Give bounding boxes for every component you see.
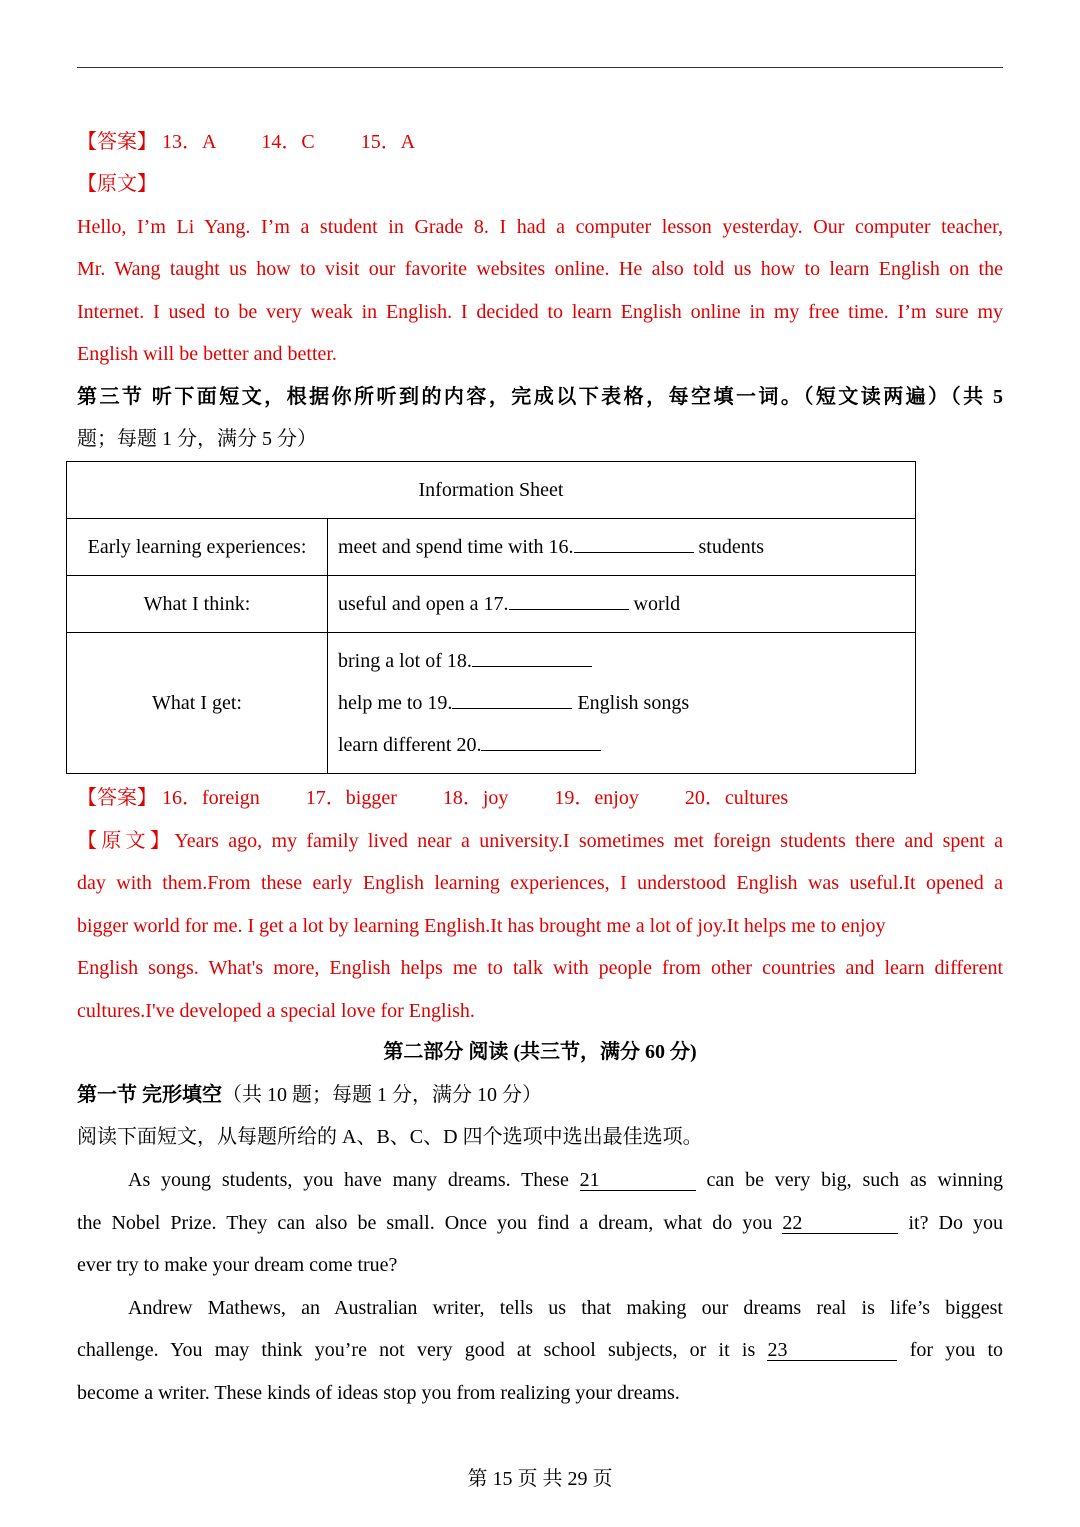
blank-19 xyxy=(452,708,572,709)
passage2-line: cultures.I've developed a special love for English. xyxy=(77,1000,475,1022)
blank-20 xyxy=(481,750,601,751)
passage1-line: Hello, I’m Li Yang. I’m a student in Grade 8. I had a computer lesson yesterday. Our computer teacher, xyxy=(77,216,1003,238)
table-row-content: useful and open a 17. world xyxy=(328,576,916,633)
header-rule xyxy=(77,67,1003,68)
answer-16: 16．foreign xyxy=(162,787,260,809)
answer-19: 19．enjoy xyxy=(554,787,639,809)
passage2-line: day with them.From these early English learning experiences, I understood English was useful.It opened a xyxy=(77,872,1003,894)
passage2-line: English songs. What's more, English helps me to talk with people from other countries and learn different xyxy=(77,957,1003,979)
answer-20: 20．cultures xyxy=(684,787,789,809)
answer-label: 【答案】 xyxy=(77,131,157,153)
passage2-line: bigger world for me. I get a lot by learning English.It has brought me a lot of joy.It helps me to enjoy xyxy=(77,915,886,937)
answer-17: 17．bigger xyxy=(305,787,397,809)
blank-22: 22 xyxy=(782,1213,898,1234)
answers-16-20 xyxy=(77,786,1003,810)
cloze-line: become a writer. These kinds of ideas stop you from realizing your dreams. xyxy=(77,1382,680,1404)
answer-18: 18．joy xyxy=(442,787,509,809)
passage2-line: 【原文】Years ago, my family lived near a university.I sometimes met foreign students there and spent a xyxy=(77,830,1004,852)
passage1-line: Mr. Wang taught us how to visit our favorite websites online. He also told us how to learn English on the xyxy=(77,258,1003,280)
passage1-line: Internet. I used to be very weak in English. I decided to learn English online in my free time. I’m sure my xyxy=(77,301,1003,323)
cloze-line: ever try to make your dream come true? xyxy=(77,1254,398,1276)
page-number: 第 15 页 共 29 页 xyxy=(467,1468,613,1490)
cloze-line: As young students, you have many dreams. These 21 can be very big, such as winning xyxy=(128,1169,1004,1191)
yuanwen-label: 【原文】 xyxy=(77,173,157,195)
cloze-instruction: 阅读下面短文，从每题所给的 A、B、C、D 四个选项中选出最佳选项。 xyxy=(77,1126,703,1148)
answer-15: 15．A xyxy=(360,131,416,153)
table-row-label: What I get: xyxy=(67,633,328,774)
information-sheet-table xyxy=(66,461,916,774)
blank-16 xyxy=(574,552,694,553)
section3-instruction: 第三节 听下面短文，根据你所听到的内容，完成以下表格，每空填一词。（短文读两遍）（共 5 xyxy=(77,386,1003,408)
answer-14: 14．C xyxy=(261,131,315,153)
answers-13-15 xyxy=(77,130,1003,154)
section3-instruction-cont: 题；每题 1 分，满分 5 分） xyxy=(77,428,317,450)
blank-17 xyxy=(509,609,629,610)
part2-heading: 第二部分 阅读 (共三节，满分 60 分) xyxy=(383,1041,697,1063)
table-row-label: What I think: xyxy=(67,576,328,633)
cloze-line: challenge. You may think you’re not very good at school subjects, or it is 23 for you to xyxy=(77,1339,1004,1361)
blank-21: 21 xyxy=(580,1170,696,1191)
passage1-line: English will be better and better. xyxy=(77,343,337,365)
blank-23: 23 xyxy=(767,1340,897,1361)
table-row-label: Early learning experiences: xyxy=(67,519,328,576)
table-row-content: bring a lot of 18. help me to 19. English songs learn different 20. xyxy=(328,633,916,774)
answer-13: 13．A xyxy=(162,131,216,153)
blank-18 xyxy=(472,666,592,667)
cloze-line: Andrew Mathews, an Australian writer, tells us that making our dreams real is life’s biggest xyxy=(128,1297,1003,1319)
section1-heading: 第一节 完形填空（共 10 题；每题 1 分，满分 10 分） xyxy=(77,1084,542,1106)
cloze-line: the Nobel Prize. They can also be small. Once you find a dream, what do you 22 it? Do you xyxy=(77,1212,1004,1234)
table-row-content: meet and spend time with 16. students xyxy=(328,519,916,576)
table-title: Information Sheet xyxy=(67,462,916,519)
answer-label: 【答案】 xyxy=(77,787,157,809)
